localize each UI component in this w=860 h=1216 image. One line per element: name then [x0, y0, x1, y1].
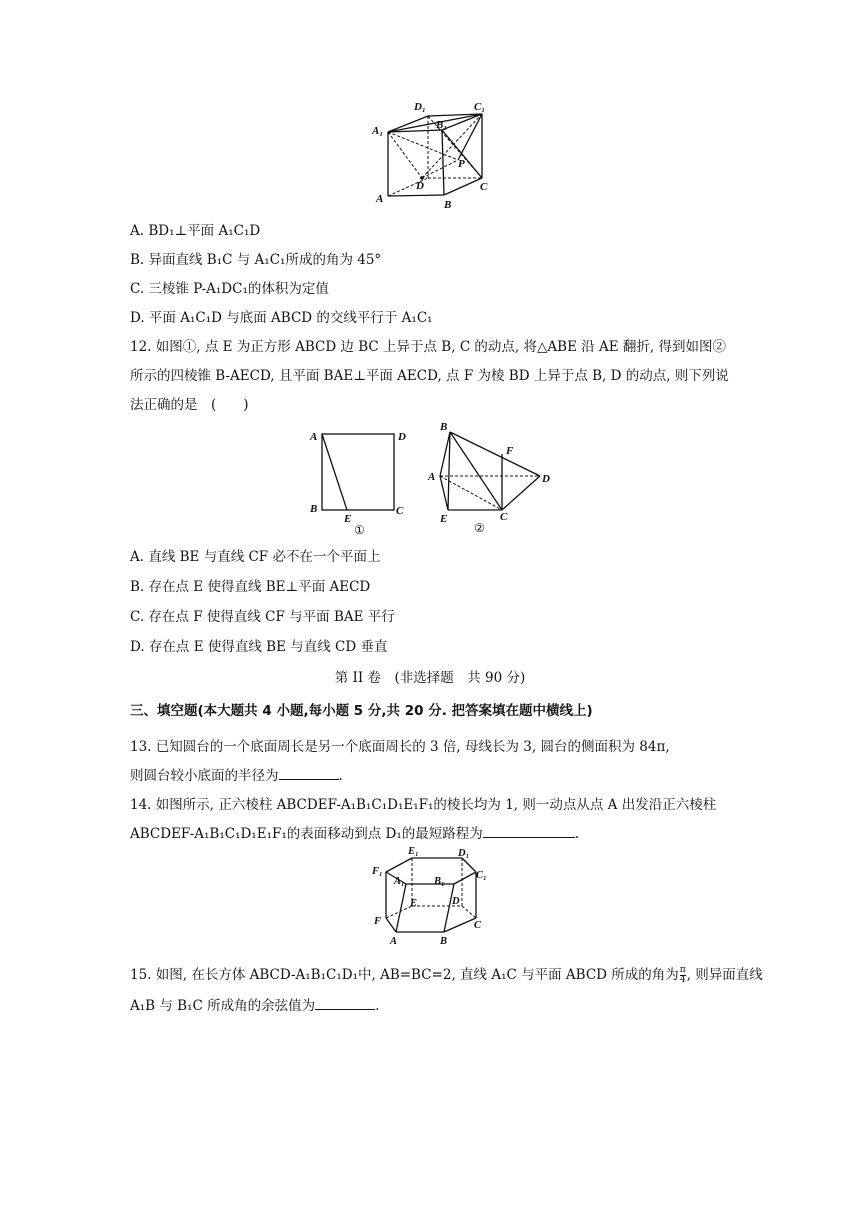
label-F: F	[506, 445, 514, 457]
label-D1: D₁	[414, 101, 426, 113]
label-E: E	[344, 513, 352, 525]
q15-line2-text: A₁B 与 B₁C 所成角的余弦值为	[130, 998, 316, 1014]
label-A: A	[390, 936, 398, 947]
q15-fraction	[680, 966, 686, 985]
q12-line1: 12. 如图①, 点 E 为正方形 ABCD 边 BC 上异于点 B, C 的动点, 将△ABE 沿 AE 翻折, 得到如图②	[130, 339, 726, 355]
label-E: E	[440, 513, 448, 525]
q15-line2	[130, 994, 379, 1014]
q13-answer-blank[interactable]	[279, 767, 339, 780]
q15-line1-text-a: 15. 如图, 在长方体 ABCD-A₁B₁C₁D₁中, AB=BC=2, 直线 A₁C 与平面 ABCD 所成的角为	[130, 967, 679, 983]
q13-line1: 13. 已知圆台的一个底面周长是另一个底面周长的 3 倍, 母线长为 3, 圆台的侧面积为 84π,	[130, 739, 670, 755]
label-F: F	[374, 916, 382, 927]
label-C: C	[474, 920, 482, 931]
q11-option-c: C. 三棱锥 P-A₁DC₁的体积为定值	[130, 281, 329, 297]
label-B1: B₁	[436, 119, 448, 131]
label-A1: A₁	[372, 125, 384, 137]
q15-answer-blank[interactable]	[315, 997, 375, 1010]
q15-end: .	[375, 998, 380, 1014]
label-C1: C₁	[476, 870, 487, 881]
q15-line1	[130, 963, 763, 985]
q14-line2-text: ABCDEF-A₁B₁C₁D₁E₁F₁的表面移动到点 D₁的最短路程为	[130, 826, 483, 842]
q12-line3: 法正确的是 ( )	[130, 397, 249, 413]
q11-option-d: D. 平面 A₁C₁D 与底面 ABCD 的交线平行于 A₁C₁	[130, 310, 433, 326]
q11-option-b: B. 异面直线 B₁C 与 A₁C₁所成的角为 45°	[130, 252, 382, 268]
label-A1: A₁	[394, 876, 405, 887]
q11-option-a: A. BD₁⊥平面 A₁C₁D	[130, 223, 261, 239]
q15-fraction-numerator: π	[679, 965, 686, 975]
q12-line2: 所示的四棱锥 B-AECD, 且平面 BAE⊥平面 AECD, 点 F 为棱 BD 上异于点 B, D 的动点, 则下列说	[130, 368, 729, 384]
label-B: B	[444, 199, 452, 210]
label-D: D	[542, 473, 550, 485]
q13-end: .	[338, 768, 343, 784]
q12-option-c: C. 存在点 F 使得直线 CF 与平面 BAE 平行	[130, 609, 395, 625]
label-D1: D₁	[458, 848, 470, 859]
q14-end: .	[574, 826, 580, 842]
q14-answer-blank[interactable]	[483, 825, 575, 838]
label-B1: B₁	[434, 876, 445, 887]
hexagonal-prism-figure	[372, 844, 498, 948]
label-P: P	[458, 158, 465, 170]
figure-number-2: ②	[474, 521, 485, 535]
label-D: D	[452, 896, 460, 907]
q12-option-b: B. 存在点 E 使得直线 BE⊥平面 AECD	[130, 579, 371, 595]
q12-option-d: D. 存在点 E 使得直线 BE 与直线 CD 垂直	[130, 639, 388, 655]
label-A: A	[428, 471, 436, 483]
part2-title: 第 II 卷 (非选择题 共 90 分)	[334, 670, 526, 686]
label-B: B	[310, 503, 318, 515]
label-B: B	[440, 936, 448, 947]
label-E: E	[410, 898, 418, 909]
q12-option-a: A. 直线 BE 与直线 CF 必不在一个平面上	[130, 549, 381, 565]
label-F1: F₁	[372, 866, 383, 877]
label-A: A	[376, 193, 384, 205]
figure-number-1: ①	[354, 523, 365, 536]
q15-fraction-denominator: 4	[679, 975, 686, 985]
square-figure	[306, 424, 416, 536]
label-E1: E₁	[408, 846, 419, 857]
q14-line2	[130, 822, 579, 842]
label-C: C	[480, 181, 488, 193]
section3-heading: 三、填空题(本大题共 4 小题,每小题 5 分,共 20 分. 把答案填在题中横线上)	[130, 703, 593, 719]
q15-line1-text-b: , 则异面直线	[686, 967, 763, 983]
q14-line1: 14. 如图所示, 正六棱柱 ABCDEF-A₁B₁C₁D₁E₁F₁的棱长均为 1, 则一动点从点 A 出发沿正六棱柱	[130, 797, 717, 813]
label-C: C	[396, 505, 404, 517]
cube-figure	[370, 98, 500, 210]
label-A: A	[310, 431, 318, 443]
label-B: B	[440, 421, 448, 433]
label-D: D	[416, 180, 424, 192]
label-D: D	[398, 431, 406, 443]
label-C1: C₁	[474, 101, 486, 113]
label-C: C	[500, 511, 508, 523]
q13-line2	[130, 764, 343, 784]
q13-line2-text: 则圆台较小底面的半径为	[130, 768, 279, 784]
pyramid-figure	[426, 418, 566, 538]
